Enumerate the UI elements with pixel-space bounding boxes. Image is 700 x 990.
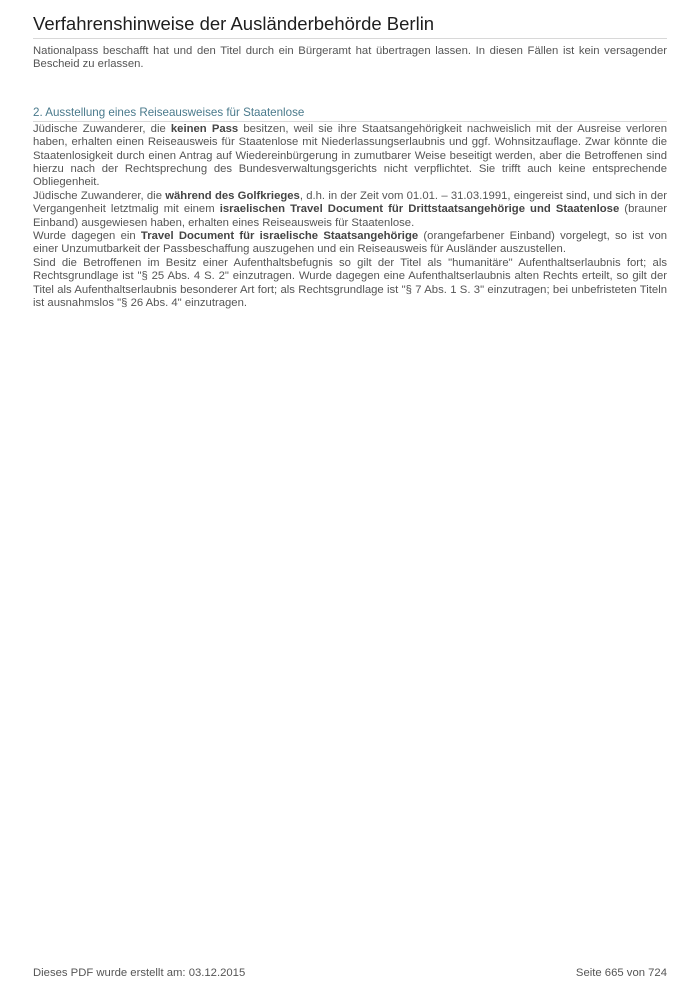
footer-created-date: Dieses PDF wurde erstellt am: 03.12.2015 [33,967,246,979]
paragraph-residence-permit: Sind die Betroffenen im Besitz einer Aufenthaltsbefugnis so gilt der Titel als "humanitäre" Aufenthaltserlaubnis fort; als Rechtsgrundlage ist "§ 25 Abs. 4 S. 2" einzutragen. Wurde dagegen eine Aufenthaltserlaubnis alten Rechts erteilt, so gilt der Titel als Aufenthaltserlaubnis besonderer Art fort; als Rechtsgrundlage ist "§ 7 Abs. 1 S. 3" einzutragen; bei unbefristeten Titeln ist ausnahmslos "§ 26 Abs. 4" einzutragen. [33,256,667,310]
section-heading: 2. Ausstellung eines Reiseausweises für Staatenlose [33,106,667,122]
text-span: besitzen, weil sie ihre Staatsangehörigkeit nachweislich mit der Ausreise verloren haben, erhalten einen Reiseausweis für Staatenlose mit Niederlassungserlaubnis und ggf. Wohnsitzauflage. Zwar könnte die Staatenlosigkeit durch einen Antrag auf Wiedereinbürgerung in zumutbarer Weise beseitigt werden, aber die Betroffenen sind hierzu nach der Rechtsprechung des Bundesverwaltungsgerichts nicht verpflichtet. Sie trifft auch keine entsprechende Obliegenheit. [33,122,667,189]
text-span: Wurde dagegen ein [33,230,141,243]
text-span: (brauner Einband) ausgewiesen haben, erhalten eines Reiseausweis für Staatenlose. [33,203,668,229]
paragraph-gulf-war [33,190,667,230]
text-span: (orangefarbener Einband) vorgelegt, so ist von einer Unzumutbarkeit der Passbeschaffung auszugehen und ein Reiseausweis für Ausländer auszustellen. [33,230,668,256]
paragraph-no-passport [33,123,667,190]
text-span: Jüdische Zuwanderer, die [33,122,171,135]
page-title: Verfahrenshinweise der Ausländerbehörde Berlin [33,0,667,39]
bold-text: während des Golfkrieges [165,189,300,202]
bold-text: israelischen Travel Document für Drittstaatsangehörige und Staatenlose [219,203,620,216]
text-span: Jüdische Zuwanderer, die [33,189,166,202]
intro-paragraph: Nationalpass beschafft hat und den Titel durch ein Bürgeramt hat übertragen lassen. In diesen Fällen ist kein versagender Bescheid zu erlassen. [33,45,667,71]
section-body [33,123,667,311]
footer-page-number: Seite 665 von 724 [575,967,667,979]
bold-text: keinen Pass [170,122,239,135]
paragraph-israeli-travel-document [33,230,667,257]
document-page [33,0,667,311]
text-span: , d.h. in der Zeit vom 01.01. – 31.03.1991, eingereist sind, und sich in der Vergangenheit letztmalig mit einem [33,189,667,216]
bold-text: Travel Document für israelische Staatsangehörige [140,230,419,243]
